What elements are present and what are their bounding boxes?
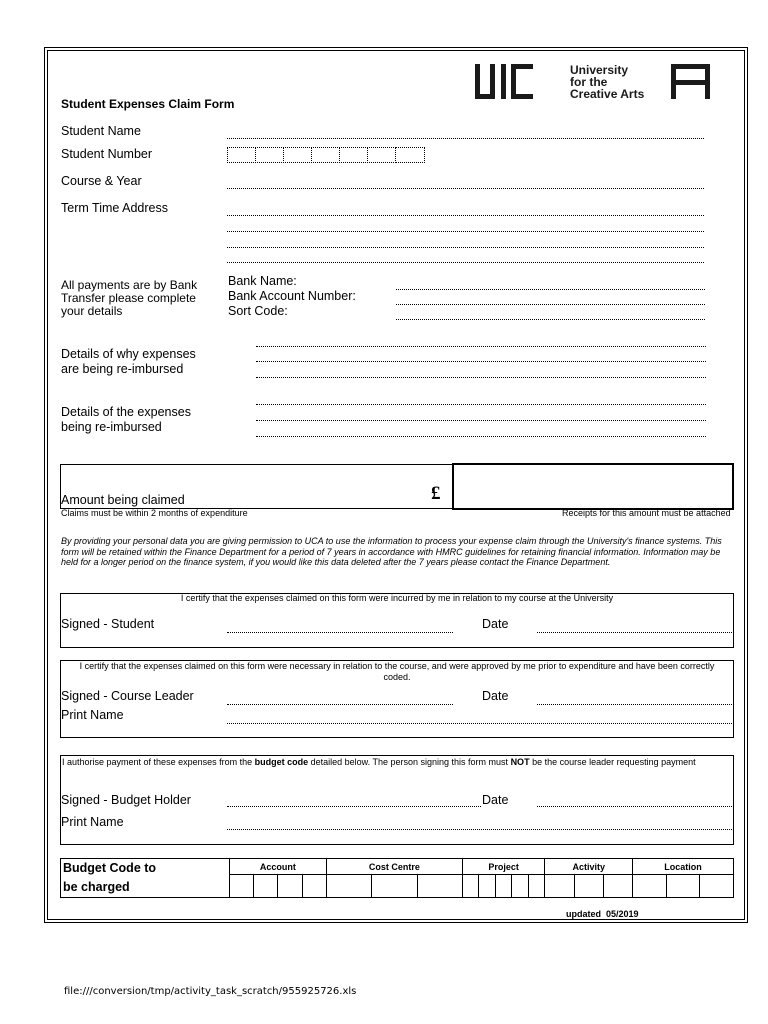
signed-leader-field[interactable] [227, 704, 453, 705]
student-name-label: Student Name [61, 124, 141, 138]
details-why-field-3[interactable] [256, 377, 706, 378]
details-why-field-1[interactable] [256, 346, 706, 347]
bank-name-label: Bank Name: [228, 274, 297, 288]
activity-cell[interactable] [574, 875, 603, 898]
student-date-label: Date [482, 617, 509, 631]
student-number-field[interactable] [227, 147, 425, 163]
logo-line-1: University [570, 63, 629, 77]
amount-input-box[interactable] [452, 463, 734, 510]
project-cell[interactable] [479, 875, 495, 898]
project-cell[interactable] [495, 875, 511, 898]
signed-student-label: Signed - Student [61, 617, 155, 631]
cost-centre-cell[interactable] [372, 875, 417, 898]
signed-budget-holder-label: Signed - Budget Holder [61, 793, 191, 807]
term-address-line-1[interactable] [227, 215, 704, 216]
logo-line-3: Creative Arts [570, 87, 645, 101]
bank-account-label: Bank Account Number: [228, 289, 356, 303]
details-expenses-line-2: being re-imbursed [61, 420, 162, 434]
location-cell[interactable] [666, 875, 700, 898]
details-why-line-2: are being re-imbursed [61, 362, 184, 376]
leader-print-name-field[interactable] [227, 723, 734, 724]
account-cell[interactable] [278, 875, 302, 898]
details-why-line-1: Details of why expenses [61, 347, 196, 361]
student-number-digit[interactable] [283, 147, 312, 163]
activity-cell[interactable] [545, 875, 574, 898]
signed-student-field[interactable] [227, 632, 453, 633]
sort-code-label: Sort Code: [228, 304, 288, 318]
budget-holder-date-label: Date [482, 793, 509, 807]
cost-centre-cell[interactable] [326, 875, 371, 898]
logo-text [570, 64, 644, 100]
details-expenses-field-1[interactable] [256, 404, 706, 405]
header-project: Project [462, 859, 544, 875]
budget-holder-text [62, 757, 722, 768]
leader-date-field[interactable] [537, 704, 734, 705]
student-number-digit[interactable] [395, 147, 425, 163]
course-year-field[interactable] [227, 188, 704, 189]
project-cell[interactable] [462, 875, 478, 898]
details-expenses-line-1: Details of the expenses [61, 405, 191, 419]
location-cell[interactable] [700, 875, 734, 898]
uca-logo [475, 64, 711, 100]
account-cell[interactable] [254, 875, 278, 898]
header-cost-centre: Cost Centre [326, 859, 462, 875]
budget-code-header-row [61, 859, 734, 875]
currency-symbol: £ [431, 483, 441, 504]
project-cell[interactable] [512, 875, 528, 898]
cost-centre-cell[interactable] [417, 875, 462, 898]
payment-note-line-2: Transfer please complete [61, 291, 196, 305]
budget-holder-date-field[interactable] [537, 806, 734, 807]
signed-leader-label: Signed - Course Leader [61, 689, 194, 703]
account-cell[interactable] [230, 875, 254, 898]
payment-note-line-1: All payments are by Bank [61, 278, 198, 292]
privacy-notice: By providing your personal data you are giving permission to UCA to use the information to process your expense claim through the University's finance systems. This form will be retained within the Finance Department for a period of 7 years in accordance with HMRC guidelines for retaining financial information. Information may be held for a longer period on the finance system, if you would like this data deleted after the 7 years please contact the Finance Department. [61, 536, 722, 567]
details-why-label [61, 347, 196, 377]
budget-holder-text-bold-1: budget code [254, 757, 309, 767]
details-expenses-label [61, 405, 191, 435]
amount-label: Amount being claimed [61, 493, 185, 507]
leader-certify-text: I certify that the expenses claimed on this form were necessary in relation to the course, and were approved by me prior to expenditure and have been correctly coded. [79, 661, 715, 682]
payment-note-line-3: your details [61, 304, 123, 318]
budget-holder-print-name-field[interactable] [227, 829, 734, 830]
details-why-field-2[interactable] [256, 361, 706, 362]
leader-date-label: Date [482, 689, 509, 703]
budget-holder-print-name-label: Print Name [61, 815, 124, 829]
term-address-line-4[interactable] [227, 262, 704, 263]
course-year-label: Course & Year [61, 174, 142, 188]
leader-print-name-label: Print Name [61, 708, 124, 722]
budget-code-label-line-1: Budget Code to [63, 861, 157, 875]
bank-account-field[interactable] [396, 304, 705, 305]
header-account: Account [230, 859, 327, 875]
location-cell[interactable] [633, 875, 667, 898]
amount-note-left: Claims must be within 2 months of expenditure [61, 508, 248, 518]
budget-holder-text-bold-2: NOT [510, 757, 530, 767]
budget-holder-text-1: I authorise payment of these expenses from the [62, 757, 255, 767]
form-title: Student Expenses Claim Form [61, 97, 235, 111]
budget-code-label-cell [61, 859, 230, 898]
student-number-label: Student Number [61, 147, 153, 161]
project-cell[interactable] [528, 875, 545, 898]
header-location: Location [633, 859, 734, 875]
header-activity: Activity [545, 859, 633, 875]
student-number-digit[interactable] [227, 147, 256, 163]
details-expenses-field-2[interactable] [256, 420, 706, 421]
amount-note-right: Receipts for this amount must be attached [562, 508, 731, 518]
student-name-field[interactable] [227, 138, 704, 139]
file-path-footer: file:///conversion/tmp/activity_task_scratch/955925726.xls [64, 986, 357, 997]
budget-code-table [60, 858, 734, 898]
term-address-line-2[interactable] [227, 231, 704, 232]
budget-holder-text-2: detailed below. The person signing this form must [308, 757, 511, 767]
budget-holder-text-3: be the course leader requesting payment [529, 757, 696, 767]
logo-line-2: for the [570, 75, 608, 89]
budget-code-label-line-2: be charged [63, 880, 130, 894]
student-date-field[interactable] [537, 632, 734, 633]
sort-code-field[interactable] [396, 319, 705, 320]
details-expenses-field-3[interactable] [256, 436, 706, 437]
updated-date: updated 05/2019 [566, 909, 639, 919]
student-number-digit[interactable] [311, 147, 340, 163]
bank-name-field[interactable] [396, 289, 705, 290]
activity-cell[interactable] [603, 875, 632, 898]
payment-note [61, 279, 197, 318]
account-cell[interactable] [302, 875, 326, 898]
student-certify-text: I certify that the expenses claimed on this form were incurred by me in relation to my course at the University [180, 593, 614, 603]
term-address-line-3[interactable] [227, 247, 704, 248]
term-address-label: Term Time Address [61, 201, 168, 215]
student-number-digit[interactable] [339, 147, 368, 163]
student-number-digit[interactable] [255, 147, 284, 163]
signed-budget-holder-field[interactable] [227, 806, 481, 807]
student-number-digit[interactable] [367, 147, 396, 163]
